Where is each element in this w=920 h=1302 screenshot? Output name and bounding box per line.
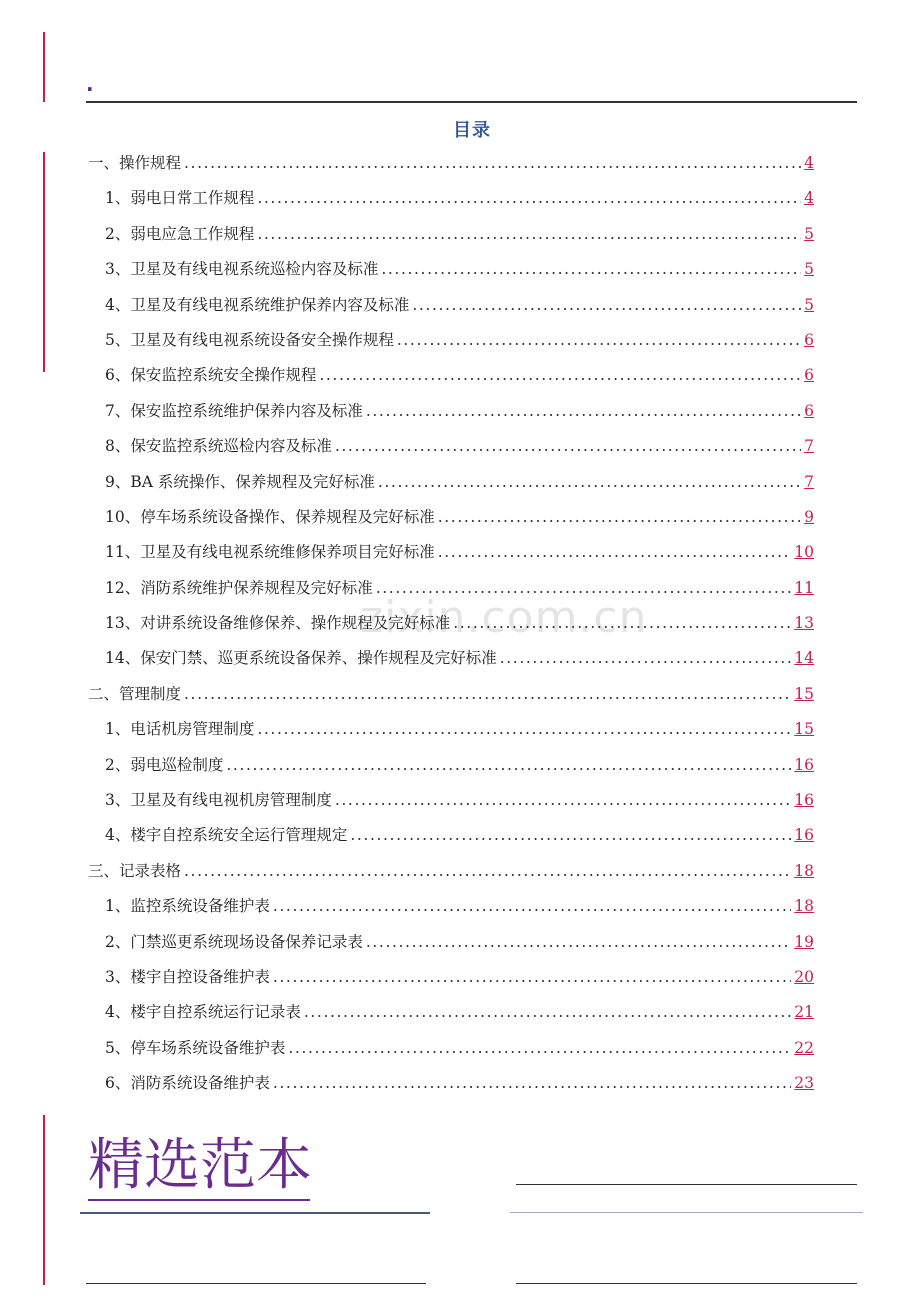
toc-page-link[interactable]: 11 bbox=[794, 578, 814, 597]
footer-line bbox=[80, 1212, 430, 1214]
toc-entry[interactable] bbox=[88, 257, 814, 292]
toc-page-link[interactable]: 5 bbox=[804, 224, 814, 243]
toc-dot-leader bbox=[226, 756, 791, 774]
toc-dot-leader bbox=[304, 1003, 791, 1021]
toc-entry[interactable] bbox=[88, 717, 814, 752]
toc-entry[interactable] bbox=[88, 1036, 814, 1071]
toc-dot-leader bbox=[500, 649, 792, 667]
toc-entry[interactable] bbox=[88, 576, 814, 611]
toc-page-link[interactable]: 19 bbox=[794, 932, 814, 951]
toc-page-link[interactable]: 5 bbox=[804, 295, 814, 314]
toc-dot-leader bbox=[257, 225, 801, 243]
table-of-contents bbox=[88, 151, 814, 1107]
toc-entry[interactable] bbox=[88, 894, 814, 929]
toc-entry[interactable] bbox=[88, 293, 814, 328]
toc-page-link[interactable]: 6 bbox=[804, 401, 814, 420]
toc-title: 目录 bbox=[453, 120, 491, 141]
toc-entry-label: 14、保安门禁、巡更系统设备保养、操作规程及完好标准 bbox=[105, 649, 497, 668]
toc-entry-label: 8、保安监控系统巡检内容及标准 bbox=[105, 437, 332, 456]
toc-entry-label: 4、楼宇自控系统安全运行管理规定 bbox=[105, 826, 348, 845]
toc-entry[interactable] bbox=[88, 399, 814, 434]
toc-entry-label: 2、弱电应急工作规程 bbox=[105, 224, 255, 243]
toc-dot-leader bbox=[438, 543, 792, 561]
toc-entry[interactable] bbox=[88, 151, 814, 186]
toc-entry-label: 1、监控系统设备维护表 bbox=[105, 897, 270, 916]
toc-page-link[interactable]: 18 bbox=[794, 861, 814, 880]
toc-entry-label: 3、卫星及有线电视机房管理制度 bbox=[105, 791, 332, 810]
footer-line bbox=[510, 1212, 863, 1213]
toc-entry[interactable] bbox=[88, 965, 814, 1000]
toc-entry[interactable] bbox=[88, 505, 814, 540]
toc-entry-label: 2、弱电巡检制度 bbox=[105, 755, 224, 774]
toc-entry-label: 3、楼宇自控设备维护表 bbox=[105, 967, 270, 986]
toc-entry-label: 2、门禁巡更系统现场设备保养记录表 bbox=[105, 932, 363, 951]
toc-page-link[interactable]: 7 bbox=[804, 472, 814, 491]
header-mark: . bbox=[86, 72, 94, 96]
toc-dot-leader bbox=[257, 189, 801, 207]
toc-entry-label: 三、记录表格 bbox=[88, 861, 182, 880]
toc-entry[interactable] bbox=[88, 222, 814, 257]
toc-page-link[interactable]: 20 bbox=[794, 967, 814, 986]
toc-entry-label: 10、停车场系统设备操作、保养规程及完好标准 bbox=[105, 507, 435, 526]
toc-entry-label: 6、保安监控系统安全操作规程 bbox=[105, 366, 317, 385]
toc-entry[interactable] bbox=[88, 611, 814, 646]
header-rule bbox=[86, 101, 857, 103]
toc-dot-leader bbox=[273, 1074, 791, 1092]
toc-entry[interactable] bbox=[88, 859, 814, 894]
toc-entry[interactable] bbox=[88, 470, 814, 505]
toc-page-link[interactable]: 15 bbox=[794, 720, 814, 739]
toc-page-link[interactable]: 22 bbox=[794, 1038, 814, 1057]
toc-dot-leader bbox=[381, 260, 801, 278]
toc-entry-label: 5、停车场系统设备维护表 bbox=[105, 1038, 286, 1057]
toc-entry-label: 6、消防系统设备维护表 bbox=[105, 1074, 270, 1093]
toc-dot-leader bbox=[273, 897, 791, 915]
toc-dot-leader bbox=[335, 437, 801, 455]
toc-dot-leader bbox=[319, 366, 801, 384]
toc-page-link[interactable]: 13 bbox=[794, 614, 814, 633]
toc-entry[interactable] bbox=[88, 540, 814, 575]
toc-entry-label: 4、卫星及有线电视系统维护保养内容及标准 bbox=[105, 295, 410, 314]
toc-page-link[interactable]: 6 bbox=[804, 366, 814, 385]
toc-entry-label: 5、卫星及有线电视系统设备安全操作规程 bbox=[105, 330, 394, 349]
footer-line bbox=[516, 1184, 857, 1185]
toc-entry-label: 4、楼宇自控系统运行记录表 bbox=[105, 1003, 301, 1022]
toc-entry[interactable] bbox=[88, 186, 814, 221]
toc-page-link[interactable]: 10 bbox=[794, 543, 814, 562]
toc-entry-label: 一、操作规程 bbox=[88, 154, 182, 172]
brand-underline bbox=[88, 1199, 310, 1201]
toc-page-link[interactable]: 6 bbox=[804, 330, 814, 349]
toc-page-link[interactable]: 16 bbox=[794, 826, 814, 845]
toc-dot-leader bbox=[257, 720, 791, 738]
toc-page-link[interactable]: 23 bbox=[794, 1074, 814, 1093]
toc-entry[interactable] bbox=[88, 788, 814, 823]
toc-dot-leader bbox=[438, 508, 801, 526]
toc-entry[interactable] bbox=[88, 363, 814, 398]
toc-page-link[interactable]: 4 bbox=[804, 154, 814, 172]
toc-page-link[interactable]: 16 bbox=[794, 755, 814, 774]
footer-line bbox=[516, 1283, 857, 1284]
toc-dot-leader bbox=[288, 1039, 791, 1057]
toc-page-link[interactable]: 4 bbox=[804, 189, 814, 208]
toc-dot-leader bbox=[184, 862, 791, 880]
margin-rule-bottom bbox=[43, 1115, 45, 1285]
toc-entry-label: 3、卫星及有线电视系统巡检内容及标准 bbox=[105, 260, 379, 279]
toc-page-link[interactable]: 16 bbox=[794, 791, 814, 810]
toc-entry[interactable] bbox=[88, 1000, 814, 1035]
toc-dot-leader bbox=[366, 933, 791, 951]
footer-brand: 精选范本 bbox=[88, 1133, 312, 1198]
toc-dot-leader bbox=[412, 296, 801, 314]
toc-dot-leader bbox=[184, 154, 801, 172]
toc-dot-leader bbox=[378, 473, 801, 491]
toc-page-link[interactable]: 21 bbox=[794, 1003, 814, 1022]
toc-entry[interactable] bbox=[88, 1071, 814, 1106]
footer-line bbox=[86, 1283, 426, 1284]
toc-entry[interactable] bbox=[88, 328, 814, 363]
toc-entry-label: 11、卫星及有线电视系统维修保养项目完好标准 bbox=[105, 543, 435, 562]
toc-dot-leader bbox=[350, 826, 791, 844]
toc-dot-leader bbox=[397, 331, 801, 349]
toc-entry-label: 1、弱电日常工作规程 bbox=[105, 189, 255, 208]
toc-entry-label: 二、管理制度 bbox=[88, 684, 182, 703]
toc-page-link[interactable]: 9 bbox=[804, 507, 814, 526]
toc-entry-label: 12、消防系统维护保养规程及完好标准 bbox=[105, 578, 373, 597]
toc-entry-label: 7、保安监控系统维护保养内容及标准 bbox=[105, 401, 363, 420]
toc-entry-label: 13、对讲系统设备维修保养、操作规程及完好标准 bbox=[105, 614, 451, 633]
toc-page-link[interactable]: 14 bbox=[794, 649, 814, 668]
toc-entry[interactable] bbox=[88, 930, 814, 965]
toc-dot-leader bbox=[453, 614, 791, 632]
toc-entry-label: 1、电话机房管理制度 bbox=[105, 720, 255, 739]
toc-entry[interactable] bbox=[88, 434, 814, 469]
margin-rule-top bbox=[43, 32, 45, 102]
margin-rule-middle bbox=[43, 152, 45, 372]
toc-dot-leader bbox=[273, 968, 791, 986]
toc-page-link[interactable]: 18 bbox=[794, 897, 814, 916]
toc-dot-leader bbox=[376, 579, 792, 597]
toc-dot-leader bbox=[184, 685, 791, 703]
toc-entry[interactable] bbox=[88, 823, 814, 858]
toc-entry[interactable] bbox=[88, 682, 814, 717]
toc-entry-label: 9、BA 系统操作、保养规程及完好标准 bbox=[105, 472, 375, 491]
toc-dot-leader bbox=[335, 791, 791, 809]
toc-page-link[interactable]: 5 bbox=[804, 260, 814, 279]
toc-page-link[interactable]: 7 bbox=[804, 437, 814, 456]
toc-dot-leader bbox=[366, 402, 801, 420]
watermark: zixin.com.cn bbox=[360, 592, 648, 643]
toc-entry[interactable] bbox=[88, 646, 814, 681]
toc-page-link[interactable]: 15 bbox=[794, 684, 814, 703]
toc-entry[interactable] bbox=[88, 753, 814, 788]
